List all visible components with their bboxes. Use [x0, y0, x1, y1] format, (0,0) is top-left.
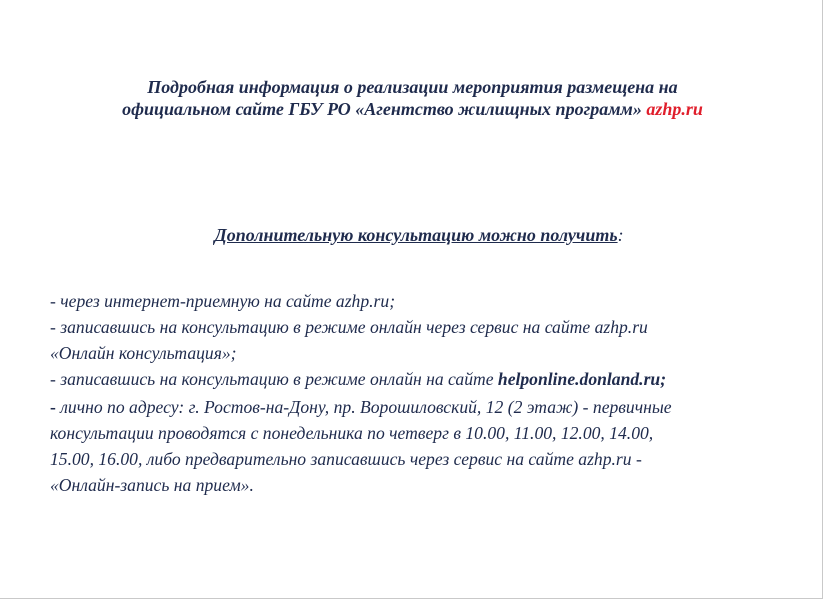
helponline-site-link[interactable]: helponline.donland.ru; [497, 369, 667, 389]
headline-line-2 [0, 98, 825, 120]
option-in-person-line-3-text: 15.00, 16.00, либо предварительно записавшись через сервис на сайте [50, 449, 579, 469]
info-headline [0, 76, 825, 120]
option-in-person-text: лично по адресу: г. Ростов-на-Дону, пр. Ворошиловский, 12 (2 этаж) - первичные [55, 397, 672, 417]
option-helponline-text: - записавшись на консультацию в режиме онлайн на сайте [50, 369, 498, 389]
option-helponline [50, 366, 790, 392]
option-in-person-dash: - [50, 397, 56, 417]
headline-line-1: Подробная информация о реализации мероприятия размещена на [147, 77, 678, 97]
headline-line-2-text: официальном сайте ГБУ РО «Агентство жилищных программ» [122, 99, 642, 119]
option-online-service-line-1: - записавшись на консультацию в режиме онлайн через сервис на сайте azhp.ru [50, 317, 648, 337]
consultation-heading [0, 224, 825, 246]
option-internet-reception: - через интернет-приемную на сайте azhp.ru; [50, 291, 396, 311]
azhp-booking-site-link[interactable]: azhp.ru [578, 449, 632, 469]
option-online-service-line-2: «Онлайн консультация»; [50, 343, 237, 363]
option-in-person-line-1 [50, 394, 790, 420]
option-in-person-line-2: консультации проводятся с понедельника по четверг в 10.00, 11.00, 12.00, 14.00, [50, 423, 654, 443]
option-in-person-line-4: «Онлайн-запись на прием». [50, 475, 254, 495]
consultation-title-colon: : [617, 225, 624, 245]
consultation-title: Дополнительную консультацию можно получить [214, 225, 618, 245]
option-in-person-line-3 [50, 446, 790, 472]
option-in-person-line-3-dash: - [631, 449, 642, 469]
consultation-options-list [50, 288, 790, 498]
azhp-site-link[interactable]: azhp.ru [646, 99, 703, 119]
